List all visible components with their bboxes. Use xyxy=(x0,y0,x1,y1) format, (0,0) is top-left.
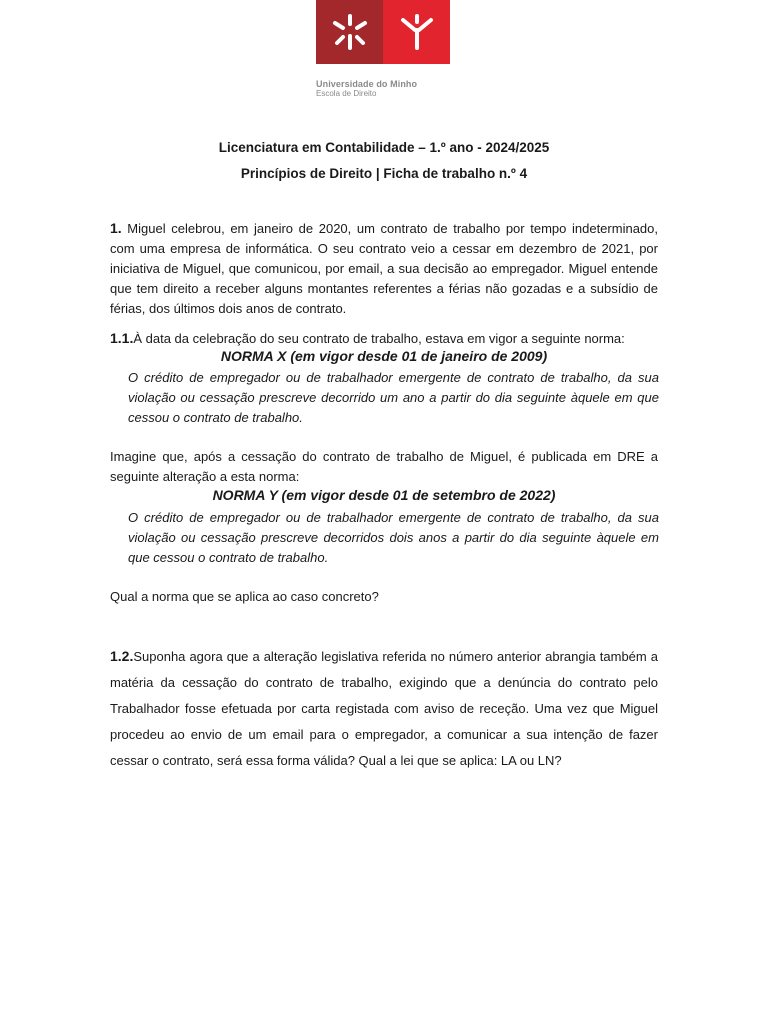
university-name: Universidade do Minho xyxy=(316,79,418,89)
question-1 xyxy=(110,218,658,319)
worksheet-title: Princípios de Direito | Ficha de trabalho n.º 4 xyxy=(240,166,528,181)
norma-x-title: NORMA X (em vigor desde 01 de janeiro de 2009) xyxy=(220,348,548,364)
norma-x-text: O crédito de empregador ou de trabalhador emergente de contrato de trabalho, da sua violação ou cessação prescreve decorrido um ano a partir do dia seguinte àquele em que cessou o contrato de trabalho. xyxy=(128,370,659,425)
question-1-2-text: Suponha agora que a alteração legislativa referida no número anterior abrangia também a matéria da cessação do contrato de trabalho, exigindo que a denúncia do contrato pelo Trabalhador fosse efetuada por carta registada com aviso de receção. Uma vez que Miguel procedeu ao envio de um email para o empregador, a comunicar a sua intenção de fazer cessar o contrato, será essa forma válida? Qual a lei que se aplica: LA ou LN? xyxy=(110,649,658,768)
course-title: Licenciatura em Contabilidade – 1.º ano - 2024/2025 xyxy=(218,140,550,155)
question-1-1-intro xyxy=(110,328,658,349)
logo-left-panel xyxy=(316,0,383,64)
imagine-paragraph: Imagine que, após a cessação do contrato de trabalho de Miguel, é publicada em DRE a seguinte alteração a esta norma: xyxy=(110,449,658,484)
question-1-text: Miguel celebrou, em janeiro de 2020, um contrato de trabalho por tempo indeterminado, com uma empresa de informática. O seu contrato veio a cessar em dezembro de 2021, por iniciativa de Miguel, que comunicou, por email, a sua decisão ao empregador. Miguel entende que tem direito a receber alguns montantes referentes a férias não gozadas e a subsídio de férias, dos últimos dois anos de contrato. xyxy=(110,221,658,316)
question-1-number: 1. xyxy=(110,220,122,236)
norma-y-text: O crédito de empregador ou de trabalhador emergente de contrato de trabalho, da sua violação ou cessação prescreve decorridos dois anos a partir do dia seguinte àquele em que cessou o contrato de trabalho. xyxy=(128,510,659,565)
question-1-2 xyxy=(110,643,658,774)
logo-right-panel xyxy=(383,0,450,64)
school-name: Escola de Direito xyxy=(316,89,377,98)
question-1-2-number: 1.2. xyxy=(110,648,134,664)
norma-y-title: NORMA Y (em vigor desde 01 de setembro de 2022) xyxy=(212,487,556,503)
university-logo xyxy=(316,0,452,98)
question-1-1-text: À data da celebração do seu contrato de trabalho, estava em vigor a seguinte norma: xyxy=(133,331,625,346)
question-1-1-prompt: Qual a norma que se aplica ao caso concreto? xyxy=(110,589,379,604)
logo-emblem xyxy=(316,0,450,64)
cross-emblem-icon xyxy=(330,12,370,52)
tree-emblem-icon xyxy=(397,12,437,52)
question-1-1-number: 1.1. xyxy=(110,330,134,346)
